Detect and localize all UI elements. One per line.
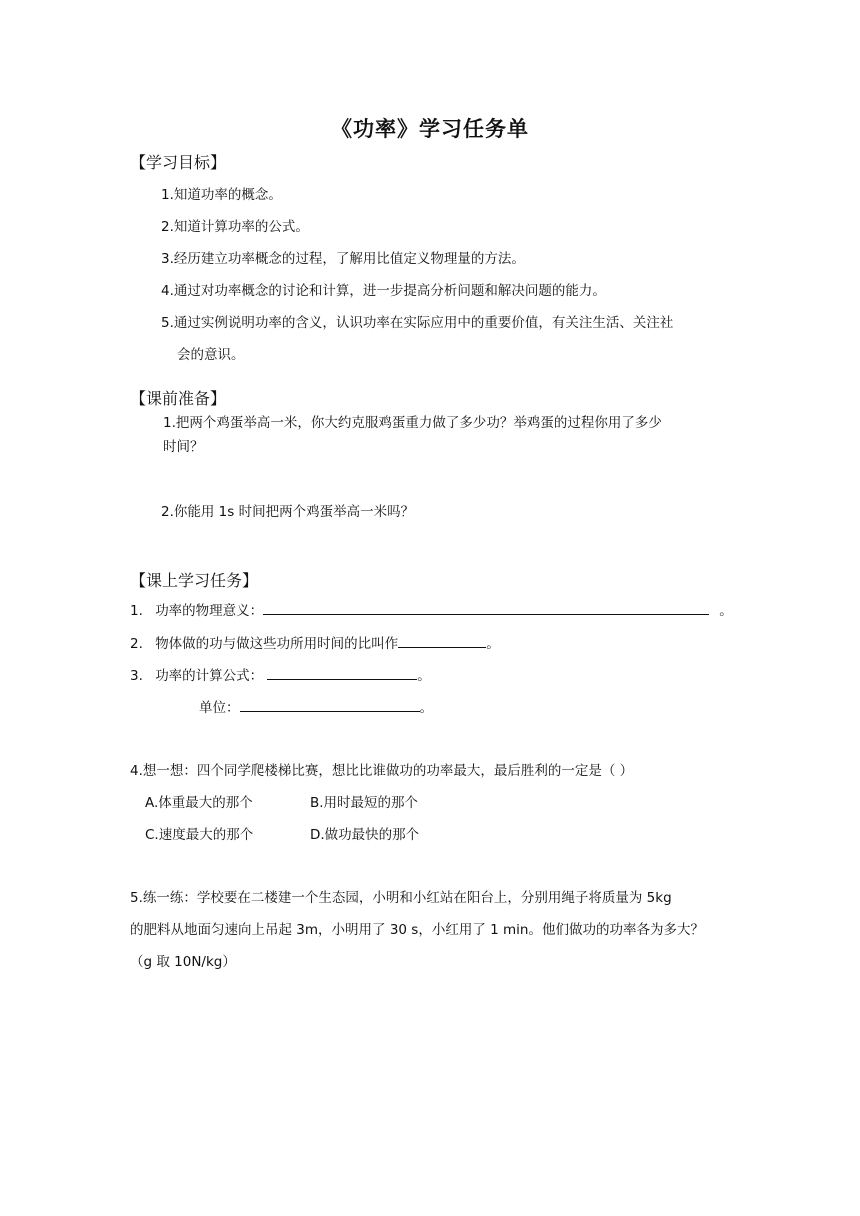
prep-question-2: 2.你能用 1s 时间把两个鸡蛋举高一米吗？ (161, 504, 415, 520)
task-1 (130, 599, 733, 619)
goal-item-3: 3.经历建立功率概念的过程，了解用比值定义物理量的方法。 (161, 251, 525, 267)
goal-item-5-cont: 会的意识。 (177, 347, 245, 363)
task-3-text: 功率的计算公式： (155, 668, 264, 684)
prep-question-1-cont: 时间？ (163, 439, 204, 455)
unit-end: 。 (419, 700, 433, 716)
goal-item-5: 5.通过实例说明功率的含义，认识功率在实际应用中的重要价值，有关注生活、关注社 (161, 315, 674, 331)
task-4-option-c: C.速度最大的那个 (145, 827, 254, 843)
goal-item-1: 1.知道功率的概念。 (161, 187, 282, 203)
prep-question-1: 1.把两个鸡蛋举高一米，你大约克服鸡蛋重力做了多少功？举鸡蛋的过程你用了多少 (163, 415, 662, 431)
task-3-end: 。 (417, 668, 431, 684)
task-5-note: （g 取 10N/kg） (130, 954, 236, 970)
goal-item-2: 2.知道计算功率的公式。 (161, 219, 309, 235)
task-1-blank[interactable] (263, 599, 709, 615)
goals-heading: 【学习目标】 (130, 153, 227, 172)
task-2-blank[interactable] (398, 632, 486, 648)
task-4: 4.想一想：四个同学爬楼梯比赛，想比比谁做功的功率最大，最后胜利的一定是（ ） (130, 763, 634, 779)
page-title: 《功率》学习任务单 (331, 117, 529, 141)
task-1-text: 功率的物理意义： (155, 603, 264, 619)
goal-item-4: 4.通过对功率概念的讨论和计算，进一步提高分析问题和解决问题的能力。 (161, 283, 606, 299)
prep-heading: 【课前准备】 (130, 389, 227, 408)
task-3-number: 3. (130, 668, 143, 684)
unit-label: 单位： (199, 700, 240, 716)
task-5: 5.练一练：学校要在二楼建一个生态园，小明和小红站在阳台上，分别用绳子将质量为 5kg (130, 890, 672, 906)
task-3-unit (199, 696, 433, 716)
task-2-text: 物体做的功与做这些功所用时间的比叫作 (155, 636, 399, 652)
task-4-option-b: B.用时最短的那个 (310, 795, 419, 811)
task-5-cont: 的肥料从地面匀速向上吊起 3m，小明用了 30 s，小红用了 1 min。他们做功的功率各为多大？ (130, 922, 704, 938)
task-3-blank[interactable] (267, 664, 417, 680)
task-2-number: 2. (130, 636, 143, 652)
task-4-option-d: D.做功最快的那个 (310, 827, 420, 843)
task-1-number: 1. (130, 603, 143, 619)
task-2-end: 。 (486, 636, 500, 652)
task-4-option-a: A.体重最大的那个 (145, 795, 253, 811)
task-1-end: 。 (719, 603, 733, 619)
task-3 (130, 664, 431, 684)
class-heading: 【课上学习任务】 (130, 571, 259, 590)
unit-blank[interactable] (240, 696, 420, 712)
task-2 (130, 632, 500, 652)
